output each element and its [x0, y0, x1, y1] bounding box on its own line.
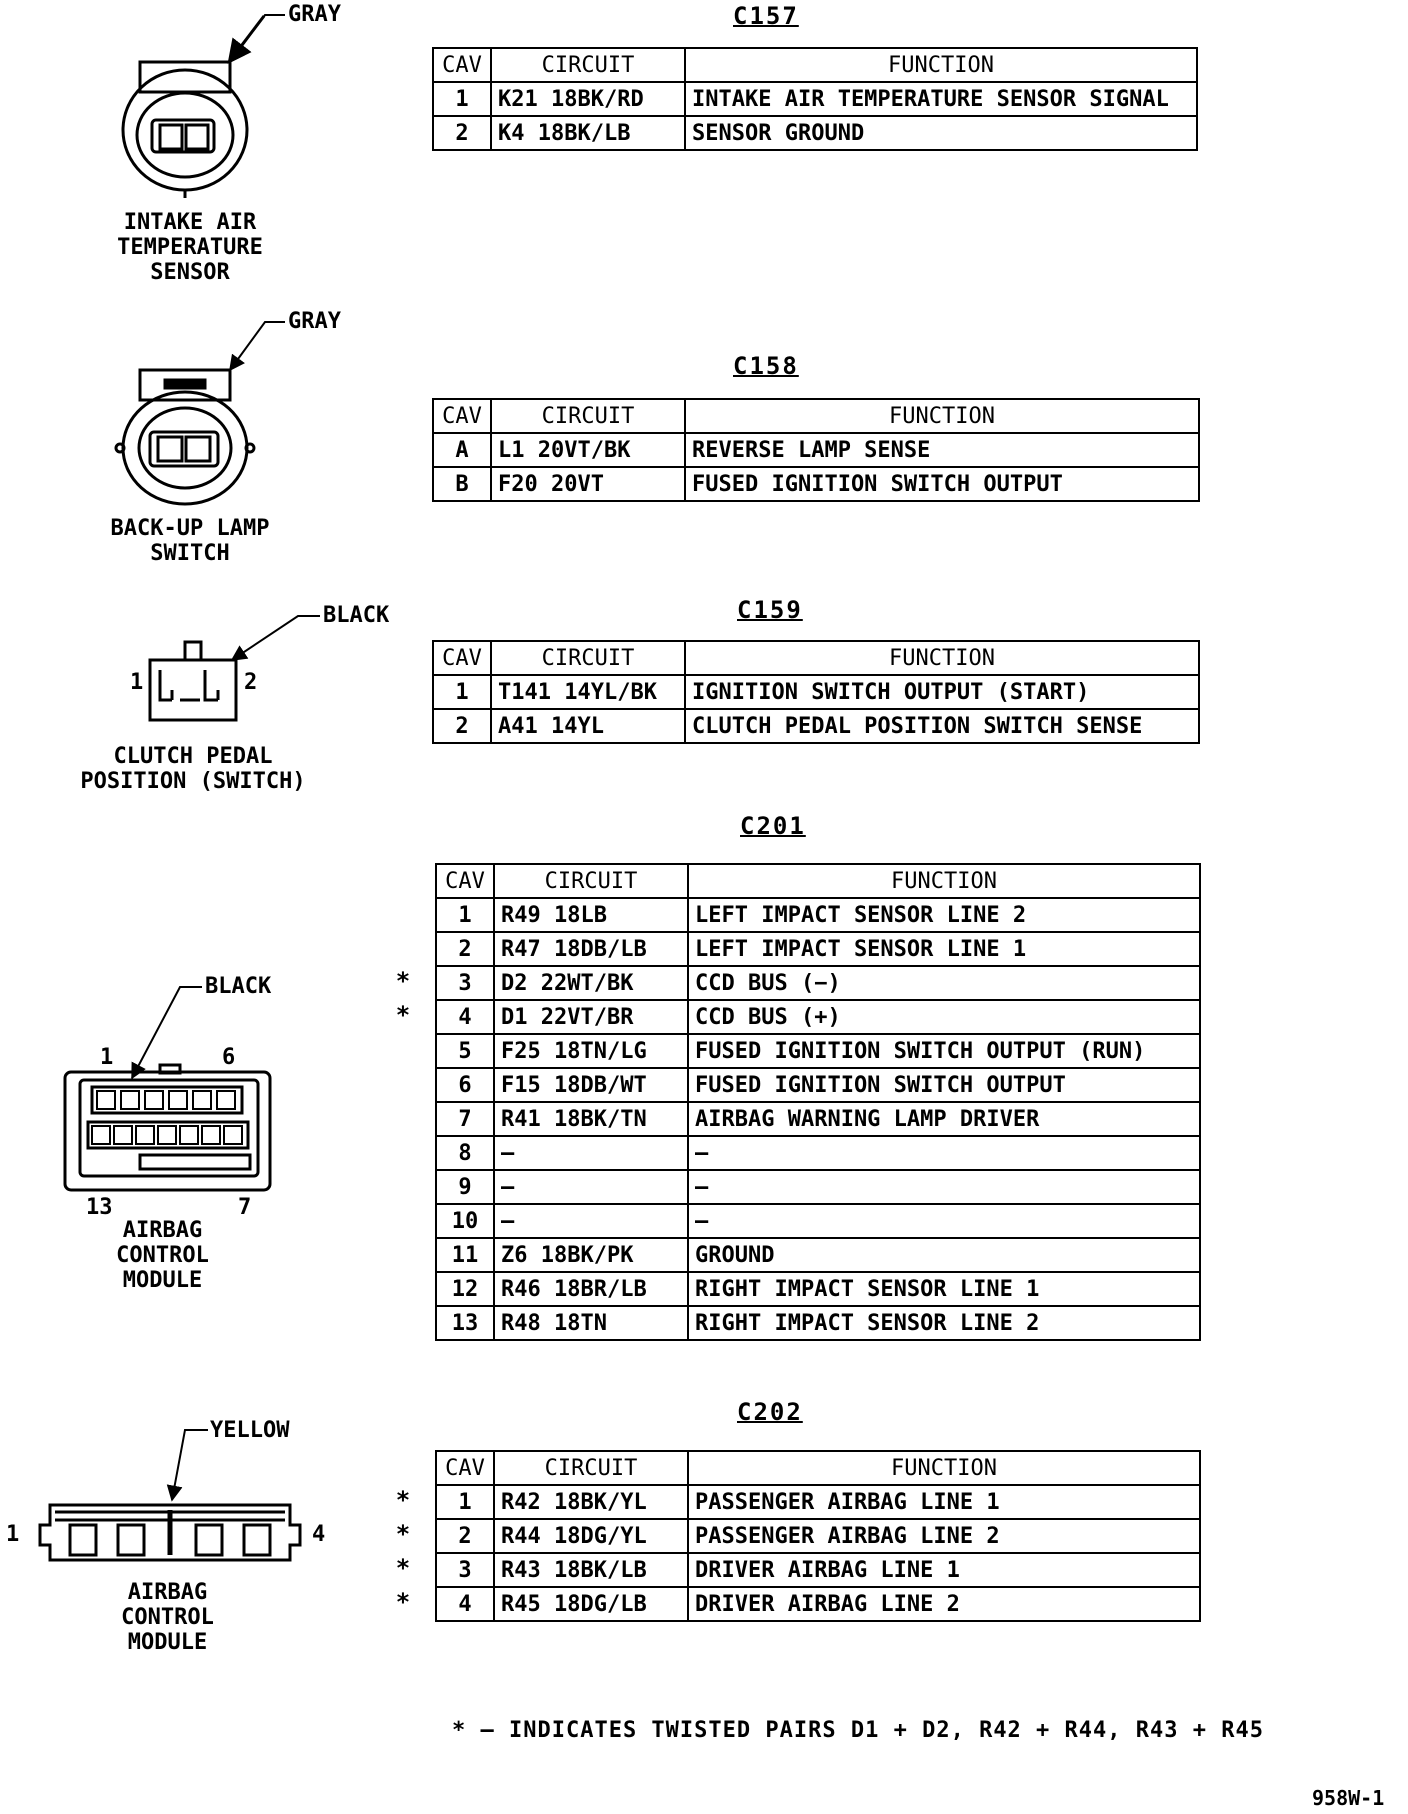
table-row: [433, 709, 1199, 743]
cell-cav: 1: [433, 675, 491, 709]
cell-cav: 1: [433, 82, 491, 116]
cell-circuit: R44 18DG/YL: [494, 1519, 688, 1553]
table-row: [436, 1034, 1200, 1068]
cell-circuit: R41 18BK/TN: [494, 1102, 688, 1136]
cell-function: INTAKE AIR TEMPERATURE SENSOR SIGNAL: [685, 82, 1197, 116]
c202-title: C202: [737, 1398, 803, 1426]
c157-pinout-table: [432, 47, 1198, 151]
column-header: CAV: [436, 1451, 494, 1485]
c157-color-label: GRAY: [288, 2, 341, 27]
cell-circuit: —: [494, 1136, 688, 1170]
cell-circuit: K21 18BK/RD: [491, 82, 685, 116]
cell-function: GROUND: [688, 1238, 1200, 1272]
cell-function: DRIVER AIRBAG LINE 2: [688, 1587, 1200, 1621]
cell-cav: 13: [436, 1306, 494, 1340]
table-row: [436, 1068, 1200, 1102]
table-header-row: [433, 399, 1199, 433]
cell-function: CCD BUS (−): [688, 966, 1200, 1000]
c202-pinout-table: [435, 1450, 1201, 1622]
c159-title: C159: [737, 596, 803, 624]
c202-connector-face: [40, 1505, 300, 1560]
c159-pinout-table: [432, 640, 1200, 744]
cell-function: —: [688, 1204, 1200, 1238]
cell-cav: 4: [436, 1587, 494, 1621]
cell-function: —: [688, 1170, 1200, 1204]
cell-function: PASSENGER AIRBAG LINE 2: [688, 1519, 1200, 1553]
c201-title: C201: [740, 812, 806, 840]
column-header: CAV: [433, 48, 491, 82]
twisted-pairs-footnote: * — INDICATES TWISTED PAIRS D1 + D2, R42 + R44, R43 + R45: [452, 1718, 1264, 1743]
cell-function: RIGHT IMPACT SENSOR LINE 2: [688, 1306, 1200, 1340]
twisted-pair-asterisk: *: [395, 1520, 411, 1548]
cell-cav: 2: [436, 932, 494, 966]
c158-component-label: BACK-UP LAMP SWITCH: [110, 516, 270, 566]
cell-function: LEFT IMPACT SENSOR LINE 2: [688, 898, 1200, 932]
table-row: [433, 82, 1197, 116]
column-header: CIRCUIT: [494, 1451, 688, 1485]
twisted-pair-asterisk: *: [395, 1588, 411, 1616]
table-row: [436, 1000, 1200, 1034]
cell-cav: 6: [436, 1068, 494, 1102]
table-row: [436, 1519, 1200, 1553]
cell-function: FUSED IGNITION SWITCH OUTPUT: [685, 467, 1199, 501]
column-header: CIRCUIT: [494, 864, 688, 898]
cell-function: DRIVER AIRBAG LINE 1: [688, 1553, 1200, 1587]
cell-circuit: R49 18LB: [494, 898, 688, 932]
column-header: CIRCUIT: [491, 641, 685, 675]
cell-cav: 9: [436, 1170, 494, 1204]
table-row: [436, 1553, 1200, 1587]
c157-component-label: INTAKE AIR TEMPERATURE SENSOR: [117, 210, 263, 285]
twisted-pair-asterisk: *: [395, 967, 411, 995]
table-row: [433, 116, 1197, 150]
c158-title: C158: [733, 352, 799, 380]
cell-circuit: K4 18BK/LB: [491, 116, 685, 150]
cell-cav: 1: [436, 898, 494, 932]
cell-cav: 8: [436, 1136, 494, 1170]
cell-cav: B: [433, 467, 491, 501]
cell-function: REVERSE LAMP SENSE: [685, 433, 1199, 467]
table-row: [436, 966, 1200, 1000]
cell-cav: 3: [436, 1553, 494, 1587]
column-header: CAV: [433, 641, 491, 675]
c201-pinout-table: [435, 863, 1201, 1341]
cell-circuit: Z6 18BK/PK: [494, 1238, 688, 1272]
c159-pin-1-label: 1: [130, 670, 144, 695]
cell-cav: 10: [436, 1204, 494, 1238]
c202-color-label: YELLOW: [210, 1418, 290, 1443]
cell-circuit: L1 20VT/BK: [491, 433, 685, 467]
twisted-pair-asterisk: *: [395, 1486, 411, 1514]
cell-cav: 2: [436, 1519, 494, 1553]
cell-function: FUSED IGNITION SWITCH OUTPUT (RUN): [688, 1034, 1200, 1068]
cell-cav: 12: [436, 1272, 494, 1306]
cell-function: CLUTCH PEDAL POSITION SWITCH SENSE: [685, 709, 1199, 743]
table-header-row: [436, 864, 1200, 898]
column-header: CAV: [433, 399, 491, 433]
c158-pinout-table: [432, 398, 1200, 502]
c201-color-label: BLACK: [205, 974, 272, 999]
c158-color-label: GRAY: [288, 309, 341, 334]
table-row: [436, 1306, 1200, 1340]
table-row: [436, 898, 1200, 932]
cell-function: AIRBAG WARNING LAMP DRIVER: [688, 1102, 1200, 1136]
cell-cav: 2: [433, 709, 491, 743]
column-header: FUNCTION: [685, 48, 1197, 82]
cell-circuit: R45 18DG/LB: [494, 1587, 688, 1621]
table-row: [436, 1102, 1200, 1136]
cell-circuit: R42 18BK/YL: [494, 1485, 688, 1519]
column-header: CIRCUIT: [491, 48, 685, 82]
c202-pin-1-label: 1: [6, 1522, 20, 1547]
table-row: [433, 467, 1199, 501]
column-header: FUNCTION: [688, 864, 1200, 898]
c158-connector-face: [116, 370, 254, 504]
table-row: [436, 1272, 1200, 1306]
table-header-row: [433, 641, 1199, 675]
table-row: [436, 1238, 1200, 1272]
cell-circuit: F20 20VT: [491, 467, 685, 501]
table-header-row: [436, 1451, 1200, 1485]
cell-cav: A: [433, 433, 491, 467]
table-row: [433, 675, 1199, 709]
column-header: FUNCTION: [685, 399, 1199, 433]
twisted-pair-asterisk: *: [395, 1001, 411, 1029]
cell-cav: 11: [436, 1238, 494, 1272]
cell-circuit: —: [494, 1204, 688, 1238]
table-row: [436, 932, 1200, 966]
document-reference: 958W-1: [1312, 1786, 1385, 1810]
table-row: [436, 1587, 1200, 1621]
c201-pin-6-label: 6: [222, 1045, 236, 1070]
cell-function: LEFT IMPACT SENSOR LINE 1: [688, 932, 1200, 966]
cell-circuit: T141 14YL/BK: [491, 675, 685, 709]
cell-circuit: F25 18TN/LG: [494, 1034, 688, 1068]
cell-function: IGNITION SWITCH OUTPUT (START): [685, 675, 1199, 709]
table-header-row: [433, 48, 1197, 82]
table-row: [436, 1204, 1200, 1238]
c159-component-label: CLUTCH PEDAL POSITION (SWITCH): [80, 744, 306, 794]
cell-function: CCD BUS (+): [688, 1000, 1200, 1034]
c157-title: C157: [733, 2, 799, 30]
cell-cav: 7: [436, 1102, 494, 1136]
table-row: [433, 433, 1199, 467]
c201-pin-1-label: 1: [100, 1045, 114, 1070]
cell-function: PASSENGER AIRBAG LINE 1: [688, 1485, 1200, 1519]
c201-connector-face: [65, 1065, 270, 1190]
twisted-pair-asterisk: *: [395, 1554, 411, 1582]
cell-cav: 1: [436, 1485, 494, 1519]
table-row: [436, 1136, 1200, 1170]
cell-circuit: R46 18BR/LB: [494, 1272, 688, 1306]
column-header: FUNCTION: [685, 641, 1199, 675]
table-row: [436, 1170, 1200, 1204]
cell-circuit: R43 18BK/LB: [494, 1553, 688, 1587]
c201-component-label: AIRBAG CONTROL MODULE: [116, 1218, 209, 1293]
cell-function: —: [688, 1136, 1200, 1170]
cell-circuit: A41 14YL: [491, 709, 685, 743]
table-row: [436, 1485, 1200, 1519]
cell-function: FUSED IGNITION SWITCH OUTPUT: [688, 1068, 1200, 1102]
c159-pin-2-label: 2: [244, 670, 258, 695]
column-header: FUNCTION: [688, 1451, 1200, 1485]
cell-circuit: D2 22WT/BK: [494, 966, 688, 1000]
c202-pin-4-label: 4: [312, 1522, 326, 1547]
cell-circuit: R48 18TN: [494, 1306, 688, 1340]
c159-connector-face: [150, 642, 236, 720]
column-header: CIRCUIT: [491, 399, 685, 433]
c159-color-label: BLACK: [323, 603, 390, 628]
column-header: CAV: [436, 864, 494, 898]
cell-circuit: —: [494, 1170, 688, 1204]
cell-function: SENSOR GROUND: [685, 116, 1197, 150]
c202-component-label: AIRBAG CONTROL MODULE: [121, 1580, 214, 1655]
cell-function: RIGHT IMPACT SENSOR LINE 1: [688, 1272, 1200, 1306]
c201-pin-7-label: 7: [238, 1195, 252, 1220]
c201-pin-13-label: 13: [86, 1195, 113, 1220]
cell-cav: 2: [433, 116, 491, 150]
cell-cav: 4: [436, 1000, 494, 1034]
cell-cav: 5: [436, 1034, 494, 1068]
cell-circuit: F15 18DB/WT: [494, 1068, 688, 1102]
cell-cav: 3: [436, 966, 494, 1000]
cell-circuit: D1 22VT/BR: [494, 1000, 688, 1034]
cell-circuit: R47 18DB/LB: [494, 932, 688, 966]
